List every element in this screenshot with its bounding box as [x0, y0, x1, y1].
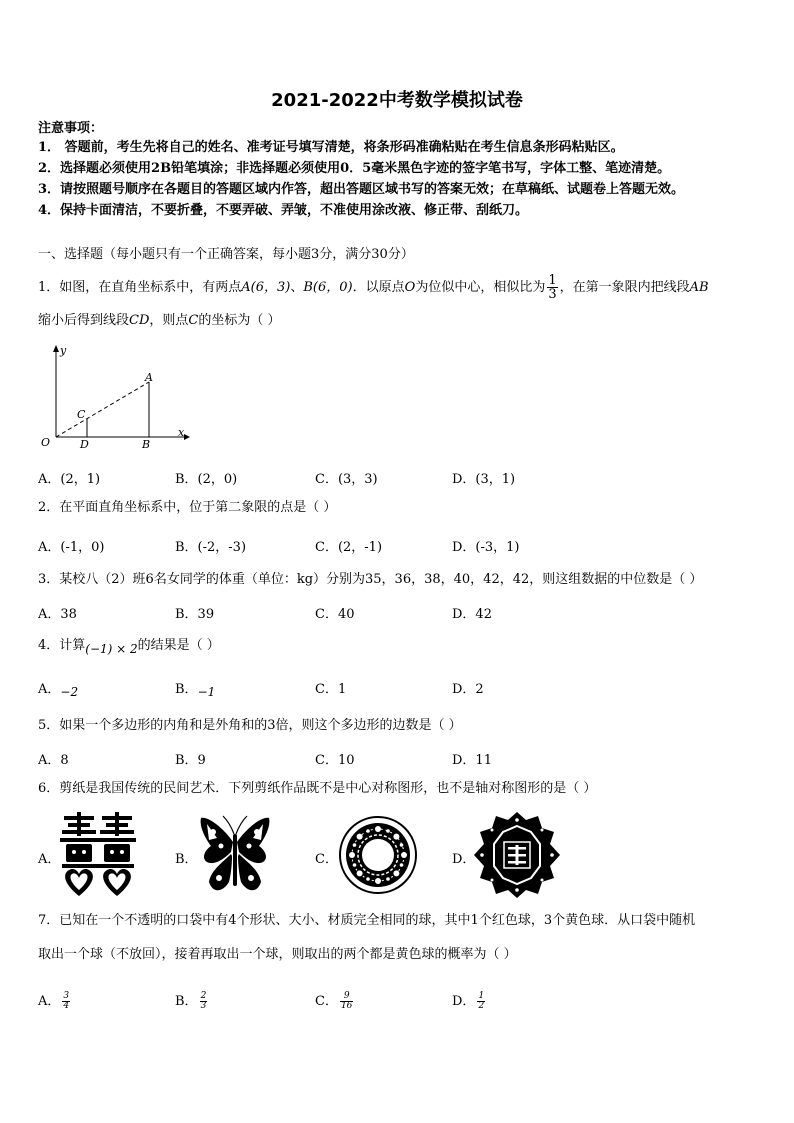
option-label: A．: [38, 994, 61, 1009]
point-c-label: C: [77, 408, 86, 421]
origin-label: O: [41, 436, 51, 449]
fraction-numerator: 2: [200, 991, 207, 1001]
point-b-label: B: [142, 438, 151, 451]
question-7-line-2: 取出一个球（不放回），接着再取出一个球，则取出的两个都是黄色球的概率为（ ）: [38, 947, 517, 962]
section-heading: 一、选择题（每小题只有一个正确答案，每小题3分，满分30分）: [38, 247, 414, 262]
option-a[interactable]: A．38: [38, 607, 77, 622]
q4-text: 的结果是（ ）: [137, 638, 220, 653]
q1-point-o: O: [404, 280, 416, 295]
q1-separator: 、: [290, 280, 304, 295]
option-d[interactable]: D．(-3，1): [452, 540, 520, 555]
q1-ratio-fraction: [547, 274, 557, 301]
option-c[interactable]: C．40: [315, 607, 355, 622]
option-b[interactable]: [175, 990, 209, 1011]
option-label: B．: [175, 682, 198, 697]
q1-point-a: A(6，3): [241, 280, 291, 295]
question-7-line-1: 7．已知在一个不透明的口袋中有4个形状、大小、材质完全相同的球，其中1个红色球，3个黄色球．从口袋中随机: [38, 913, 696, 928]
notice-item: 1． 答题前，考生先将自己的姓名、准考证号填写清楚，将条形码准确粘贴在考生信息条形码粘贴区。: [38, 140, 624, 155]
x-axis-label: x: [178, 426, 185, 439]
notice-item: 4．保持卡面清洁，不要折叠，不要弄破、弄皱，不准使用涂改液、修正带、刮纸刀。: [38, 203, 529, 218]
option-a[interactable]: A．8: [38, 753, 69, 768]
fraction-denominator: 4: [63, 1001, 70, 1011]
question-3: 3．某校八（2）班6名女同学的体重（单位：kg）分别为35，36，38，40，42，42，则这组数据的中位数是（ ）: [38, 572, 703, 587]
option-fraction: [477, 992, 485, 1011]
option-c[interactable]: C．1: [315, 682, 347, 697]
option-b[interactable]: [175, 678, 215, 697]
fraction-numerator: 1: [478, 991, 485, 1001]
q1-coordinate-figure: [36, 342, 196, 452]
option-fraction: [62, 992, 70, 1011]
fraction-denominator: 3: [200, 1001, 207, 1011]
option-b[interactable]: B．: [175, 852, 198, 867]
option-math: −1: [197, 685, 216, 699]
q1-point-b: B(6，0): [303, 280, 353, 295]
option-a[interactable]: A．(-1，0): [38, 540, 105, 555]
notice-item: 3．请按照题号顺序在各题目的答题区域内作答，超出答题区域书写的答案无效；在草稿纸、试题卷上答题无效。: [38, 182, 685, 197]
q1-text: ，则点: [149, 313, 189, 328]
notice-heading: 注意事项：: [38, 121, 104, 136]
option-a[interactable]: A．: [38, 852, 61, 867]
option-d[interactable]: D．: [452, 852, 476, 867]
option-d[interactable]: D．11: [452, 753, 492, 768]
q1-text: 1．如图，在直角坐标系中，有两点: [38, 280, 242, 295]
q1-text: 缩小后得到线段: [38, 313, 130, 328]
option-c[interactable]: C．: [315, 852, 338, 867]
fraction-denominator: 2: [478, 1001, 485, 1011]
question-1-line-1: [38, 274, 709, 301]
q1-text: 的坐标为（ ）: [198, 313, 281, 328]
question-5: 5．如果一个多边形的内角和是外角和的3倍，则这个多边形的边数是（ ）: [38, 718, 462, 733]
y-axis-arrow: [53, 345, 59, 352]
x-axis-arrow: [184, 434, 190, 440]
q1-point-c: C: [188, 313, 199, 328]
option-b[interactable]: B．39: [175, 607, 215, 622]
option-c[interactable]: C．10: [315, 753, 355, 768]
option-d[interactable]: D．2: [452, 682, 484, 697]
option-math: −2: [60, 685, 79, 699]
option-c[interactable]: [315, 990, 355, 1011]
option-a[interactable]: [38, 678, 78, 697]
double-happiness-icon: [60, 812, 136, 898]
option-b[interactable]: B．(2，0): [175, 472, 238, 487]
option-fraction: [340, 992, 353, 1011]
ring-pattern-icon: [338, 812, 418, 898]
option-d[interactable]: D．(3，1): [452, 472, 516, 487]
octagon-pattern-icon: [474, 812, 560, 898]
option-label: B．: [175, 994, 198, 1009]
option-label: C．: [315, 994, 338, 1009]
q1-text: 为位似中心，相似比为: [415, 280, 546, 295]
y-axis-label: y: [60, 344, 67, 357]
option-label: D．: [452, 994, 476, 1009]
q1-segment-ab: AB: [689, 280, 709, 295]
option-d[interactable]: [452, 990, 487, 1011]
notice-item: 2．选择题必须使用2B铅笔填涂；非选择题必须使用0．5毫米黑色字迹的签字笔书写，字体工整、笔迹清楚。: [38, 161, 671, 176]
fraction-numerator: 1: [548, 273, 557, 288]
page-title: 2021-2022中考数学模拟试卷: [271, 90, 523, 111]
option-c[interactable]: C．(2，-1): [315, 540, 383, 555]
option-c[interactable]: C．(3，3): [315, 472, 378, 487]
point-d-label: D: [80, 438, 89, 451]
q1-text: ．以原点: [352, 280, 405, 295]
option-b[interactable]: B．(-2，-3): [175, 540, 247, 555]
dashed-line-oa: [56, 382, 149, 437]
fraction-denominator: 3: [548, 287, 557, 302]
question-2: 2．在平面直角坐标系中，位于第二象限的点是（ ）: [38, 500, 337, 515]
q4-expression: (−1) × 2: [85, 642, 138, 656]
option-a[interactable]: [38, 990, 72, 1011]
fraction-numerator: 3: [63, 991, 70, 1001]
butterfly-icon: [197, 812, 273, 898]
fraction-denominator: 16: [340, 1001, 353, 1011]
question-6: 6．剪纸是我国传统的民间艺术．下列剪纸作品既不是中心对称图形，也不是轴对称图形的是（ ）: [38, 781, 597, 796]
option-a[interactable]: A．(2，1): [38, 472, 101, 487]
q1-text: ，在第一象限内把线段: [559, 280, 690, 295]
question-4: [38, 636, 220, 655]
q4-text: 4．计算: [38, 638, 86, 653]
point-a-label: A: [145, 371, 153, 384]
option-fraction: [200, 992, 208, 1011]
fraction-numerator: 9: [340, 992, 353, 1002]
option-d[interactable]: D．42: [452, 607, 492, 622]
q1-segment-cd: CD: [129, 313, 150, 328]
option-label: A．: [38, 682, 61, 697]
option-b[interactable]: B．9: [175, 753, 206, 768]
question-1-line-2: [38, 312, 281, 330]
